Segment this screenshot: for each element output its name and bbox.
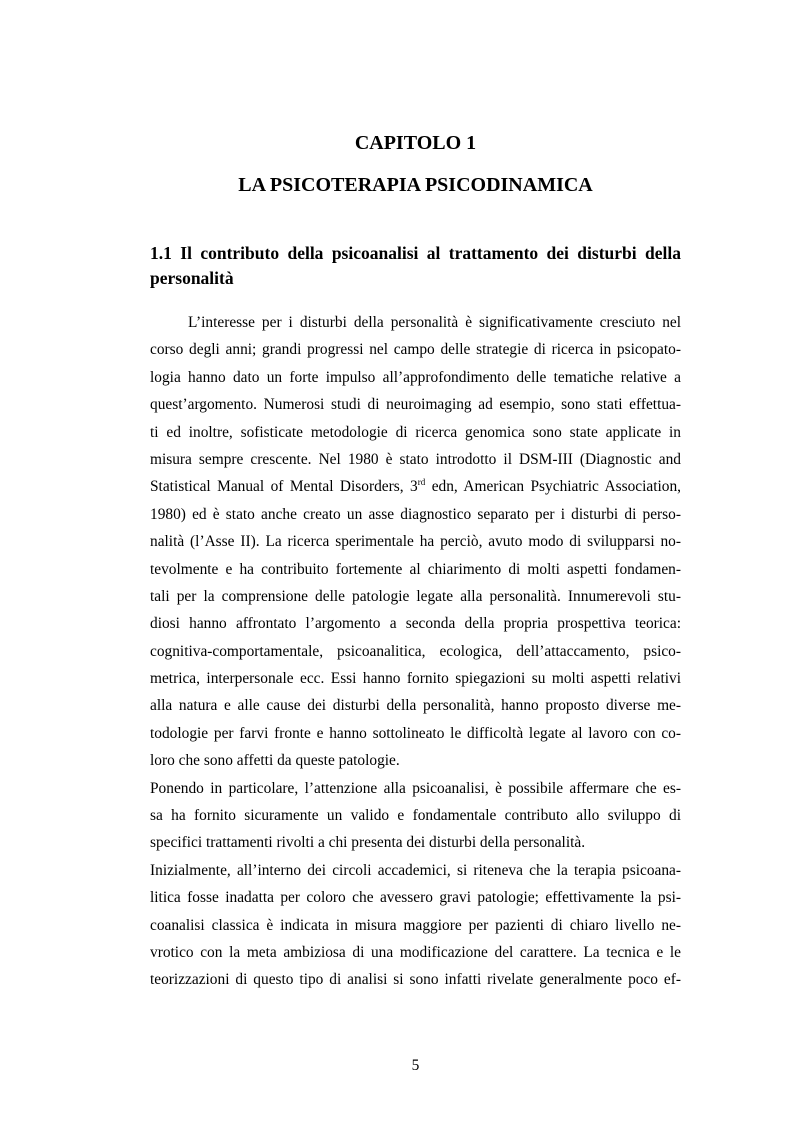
text-line: 1980) ed è stato anche creato un asse diagnostico separato per i disturbi di perso- [150,505,681,523]
text-line: Ponendo in particolare, l’attenzione alla psicoanalisi, è possibile affermare che es- [150,779,681,797]
body-text [150,309,681,994]
section-heading [150,241,681,291]
chapter-number: CAPITOLO 1 [354,132,477,154]
text-line: Inizialmente, all’interno dei circoli accademici, si riteneva che la terapia psicoana- [150,861,681,879]
text-line [150,473,681,500]
text-line: nalità (l’Asse II). La ricerca sperimentale ha perciò, avuto modo di svilupparsi no- [150,533,681,551]
text-line: alla natura e alle cause dei disturbi della personalità, hanno proposto diverse me- [150,697,681,715]
text-fragment: edn, American Psychiatric Association, [431,478,681,496]
text-line: todologie per farvi fronte e hanno sottolineato le difficoltà legate al lavoro con co- [150,724,681,742]
text-line: corso degli anni; grandi progressi nel campo delle strategie di ricerca in psicopato- [150,341,681,359]
text-line: L’interesse per i disturbi della personalità è significativamente cresciuto nel [188,314,681,331]
text-line: coanalisi classica è indicata in misura maggiore per pazienti di chiaro livello ne- [150,916,681,934]
text-line: misura sempre crescente. Nel 1980 è stato introdotto il DSM-III (Diagnostic and [150,450,681,468]
text-line: litica fosse inadatta per coloro che avessero gravi patologie; effettivamente la psi- [150,889,681,907]
text-line: loro che sono affetti da queste patologie. [150,752,400,770]
superscript: rd [417,477,426,488]
text-line: vrotico con la meta ambiziosa di una modificazione del carattere. La tecnica e le [150,943,681,961]
text-line: tevolmente e ha contribuito fortemente al chiarimento di molti aspetti fondamen- [150,560,681,578]
text-line: cognitiva-comportamentale, psicoanalitica, ecologica, dell’attaccamento, psico- [150,642,681,660]
text-line: tali per la comprensione delle patologie legate alla personalità. Innumerevoli stu- [150,587,681,605]
text-line: quest’argomento. Numerosi studi di neuroimaging ad esempio, sono stati effettua- [150,396,681,414]
text-line: specifici trattamenti rivolti a chi presenta dei disturbi della personalità. [150,834,586,852]
section-heading-line: 1.1 Il contributo della psicoanalisi al trattamento dei disturbi della [150,243,681,263]
page-number: 5 [411,1057,420,1074]
text-fragment: Statistical Manual of Mental Disorders, 3 [150,478,418,496]
text-line: metrica, interpersonale ecc. Essi hanno fornito spiegazioni su molti aspetti relativi [150,670,681,688]
text-line: teorizzazioni di questo tipo di analisi si sono infatti rivelate generalmente poco ef- [150,971,681,989]
text-line: ti ed inoltre, sofisticate metodologie di ricerca genomica sono state applicate in [150,423,681,441]
text-line: sa ha fornito sicuramente un valido e fondamentale contributo allo sviluppo di [150,807,681,825]
section-heading-line: personalità [150,268,234,288]
chapter-title: LA PSICOTERAPIA PSICODINAMICA [238,174,593,196]
text-line: logia hanno dato un forte impulso all’approfondimento delle tematiche relative a [150,368,681,386]
text-line: diosi hanno affrontato l’argomento a seconda della propria prospettiva teorica: [150,615,681,633]
